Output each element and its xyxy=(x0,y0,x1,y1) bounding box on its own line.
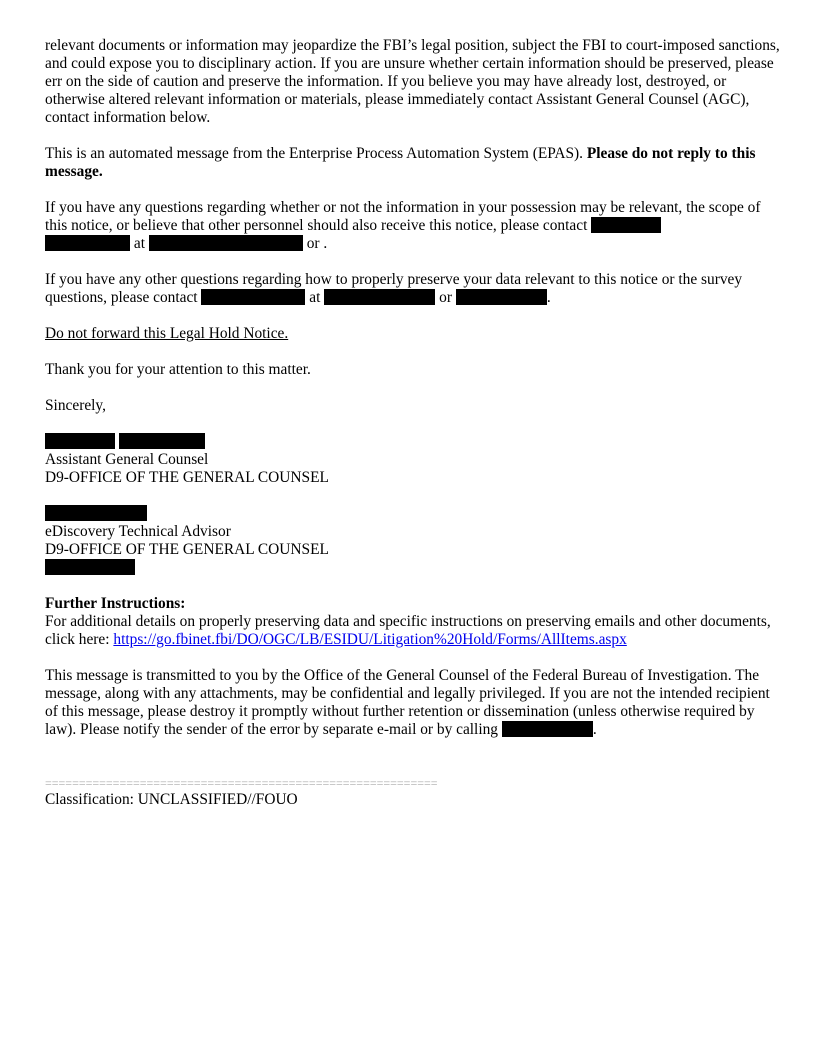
signer-office: D9-OFFICE OF THE GENERAL COUNSEL xyxy=(45,469,329,486)
period-text: . xyxy=(546,289,551,306)
signer-title: Assistant General Counsel xyxy=(45,451,209,468)
disclaimer-text: This message is transmitted to you by the Office of the General Counsel of the Federal Bureau of Investigation. The message, along with any attachments, may be confidential and legally privileged. If you are not the intended recipient of this message, please destroy it promptly without further retention or dissemination (unless otherwise required by law). Please notify the sender of the error by separate e-mail or by calling xyxy=(45,667,770,738)
or-text: or xyxy=(439,289,452,306)
do-not-reply-text: Please do not reply to this message. xyxy=(45,145,756,180)
questions-contact-text: If you have any questions regarding whether or not the information in your possession may be relevant, the scope of this notice, or believe that other personnel should also receive this notice, please contact xyxy=(45,199,761,234)
further-instructions-text: For additional details on properly preserving data and specific instructions on preserving emails and other documents, click here: xyxy=(45,613,771,648)
automated-message-paragraph xyxy=(45,145,780,181)
redaction-box xyxy=(502,721,593,737)
redaction-box xyxy=(119,433,205,449)
classification-marking: Classification: UNCLASSIFIED//FOUO xyxy=(45,791,298,808)
redaction-box xyxy=(591,217,661,233)
signer-contact-redacted xyxy=(45,559,780,577)
separator-line: ========================================================== xyxy=(45,776,438,790)
automated-message-text: This is an automated message from the Enterprise Process Automation System (EPAS). xyxy=(45,145,587,162)
or-text: or . xyxy=(306,235,328,252)
do-not-forward-notice: Do not forward this Legal Hold Notice. xyxy=(45,325,289,342)
redaction-box xyxy=(45,559,135,575)
period-text: . xyxy=(592,721,597,738)
further-instructions-heading: Further Instructions: xyxy=(45,595,186,612)
at-text: at xyxy=(309,289,321,306)
redaction-box xyxy=(45,235,130,251)
thank-you-line: Thank you for your attention to this matter. xyxy=(45,361,311,378)
at-text: at xyxy=(133,235,145,252)
redaction-box xyxy=(45,433,115,449)
redaction-box xyxy=(324,289,435,305)
signature-block-ediscovery xyxy=(45,505,780,577)
spacer xyxy=(45,757,780,775)
questions-contact-paragraph xyxy=(45,199,780,253)
preserve-data-contact-text: If you have any other questions regarding how to properly preserve your data relevant to this notice or the survey questions, please contact xyxy=(45,271,743,306)
preserve-data-contact-paragraph xyxy=(45,271,780,307)
confidentiality-disclaimer xyxy=(45,667,780,739)
redaction-box xyxy=(45,505,147,521)
signer-office: D9-OFFICE OF THE GENERAL COUNSEL xyxy=(45,541,329,558)
redaction-box xyxy=(456,289,547,305)
redaction-box xyxy=(149,235,303,251)
litigation-hold-forms-link[interactable]: https://go.fbinet.fbi/DO/OGC/LB/ESIDU/Litigation%20Hold/Forms/AllItems.aspx xyxy=(113,631,627,648)
preservation-warning-paragraph: relevant documents or information may jeopardize the FBI’s legal position, subject the FBI to court-imposed sanctions, and could expose you to disciplinary action. If you are unsure whether certain information should be preserved, please err on the side of caution and preserve the information. If you believe you may have already lost, destroyed, or otherwise altered relevant information or materials, please immediately contact Assistant General Counsel (AGC), contact information below. xyxy=(45,37,780,126)
sincerely-line: Sincerely, xyxy=(45,397,106,414)
signature-block-agc xyxy=(45,433,780,487)
signer-name-redacted xyxy=(45,505,780,523)
redaction-box xyxy=(201,289,305,305)
signer-title: eDiscovery Technical Advisor xyxy=(45,523,231,540)
further-instructions-section xyxy=(45,595,780,649)
document-page xyxy=(45,37,780,809)
signer-name-redacted xyxy=(45,433,780,451)
